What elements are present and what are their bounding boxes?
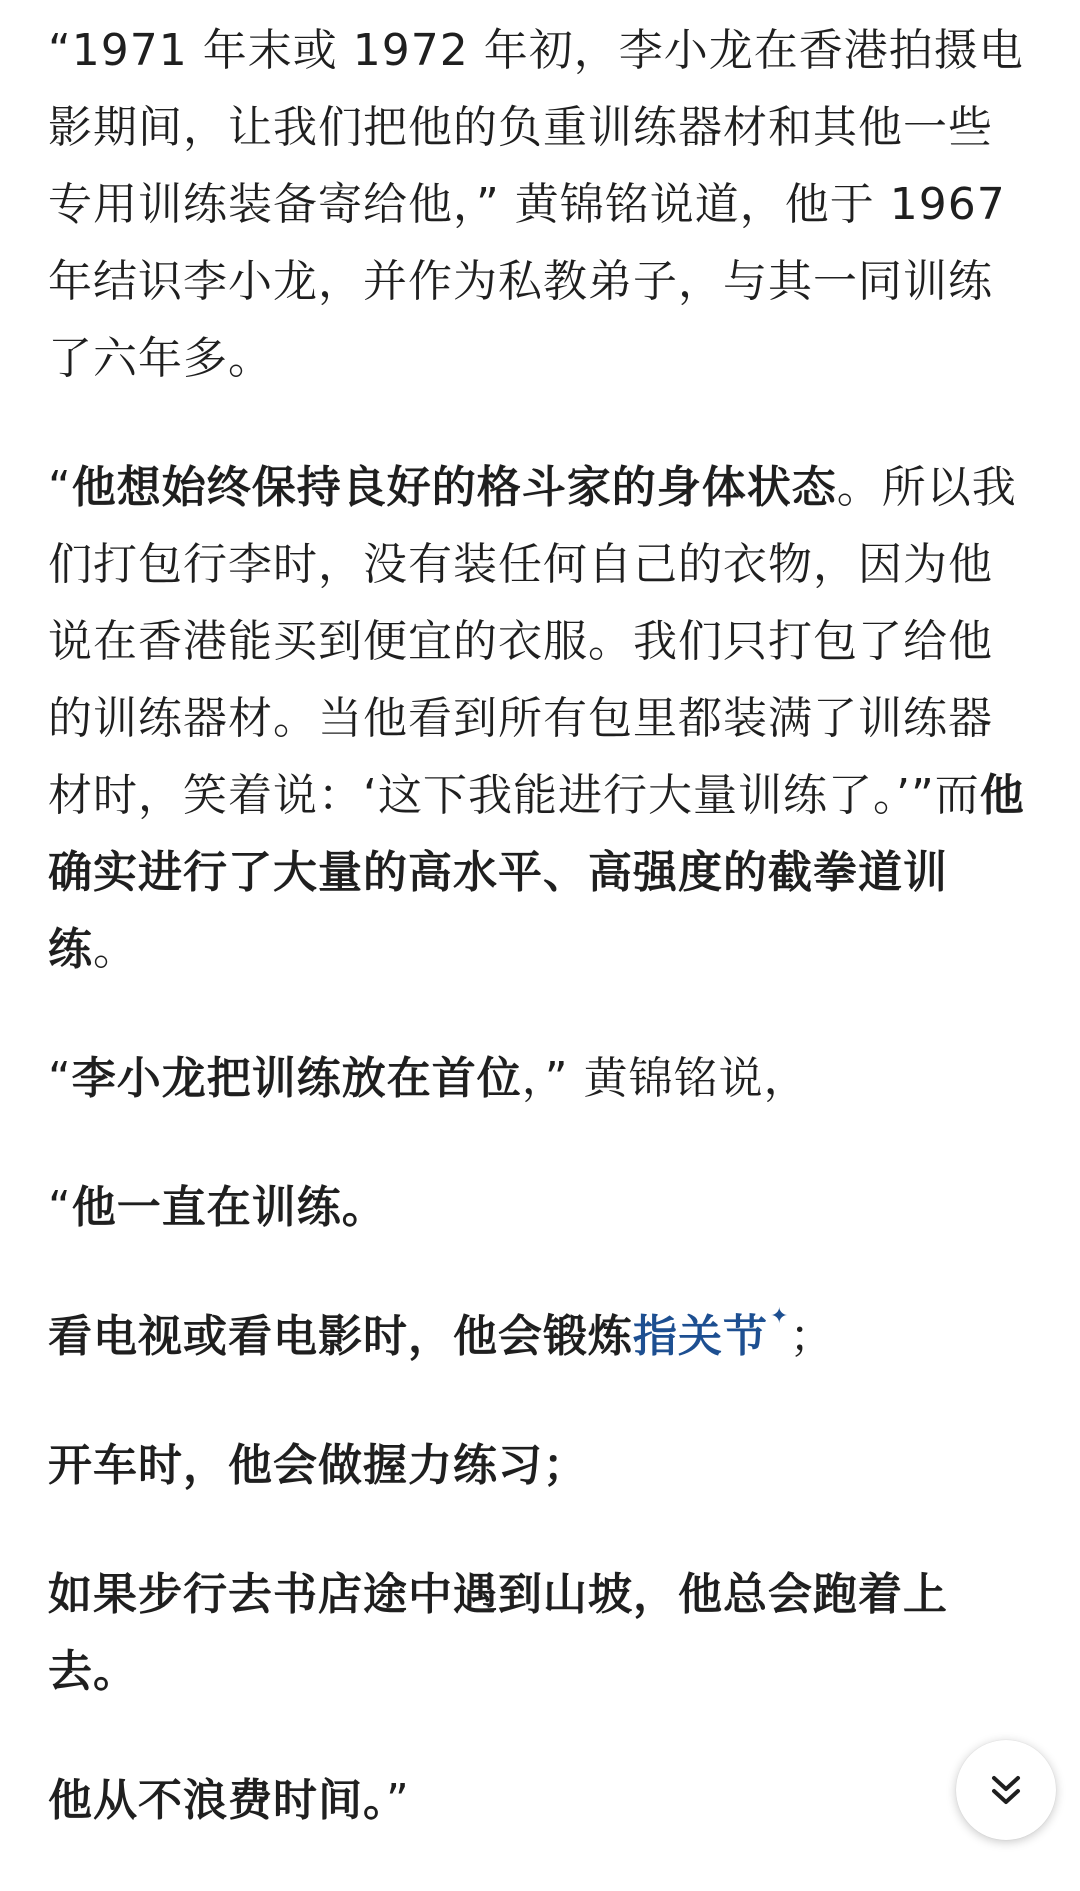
paragraph-8-bold: 他从不浪费时间。 [48, 1775, 386, 1826]
paragraph-2-open-quote: “ [48, 462, 72, 513]
paragraph-8 [48, 1762, 1036, 1839]
paragraph-2 [48, 449, 1036, 988]
paragraph-2-bold-1: 他想始终保持良好的格斗家的身体状态 [71, 462, 837, 513]
scroll-down-button[interactable] [956, 1740, 1056, 1840]
paragraph-8-end: ” [386, 1775, 410, 1826]
paragraph-7 [48, 1556, 1036, 1710]
paragraph-4-open-quote: “ [48, 1182, 72, 1233]
sparkle-icon: ✦ [770, 1304, 790, 1329]
paragraph-2-text-1: 。所以我们打包行李时，没有装任何自己的衣物，因为他说在香港能买到便宜的衣服。我们只打包了给他的训练器材。当他看到所有包里都装满了训练器材时，笑着说：‘这下我能进行大量训练了。’”而 [48, 462, 1017, 821]
paragraph-4-bold: 他一直在训练。 [71, 1182, 387, 1233]
paragraph-2-end: 。 [93, 924, 138, 975]
paragraph-3-open-quote: “ [48, 1053, 72, 1104]
paragraph-5 [48, 1298, 1036, 1375]
paragraph-1 [48, 12, 1036, 397]
paragraph-4 [48, 1169, 1036, 1246]
paragraph-6 [48, 1427, 1036, 1504]
paragraph-1-text: “1971 年末或 1972 年初，李小龙在香港拍摄电影期间，让我们把他的负重训练器材和其他一些专用训练装备寄给他，” 黄锦铭说道，他于 1967 年结识李小龙，并作为私教弟子，与其一同训练了六年多。 [48, 25, 1024, 384]
paragraph-2-bold-2: 他确实进行了大量的高水平、高强度的截拳道训练 [48, 770, 1025, 975]
paragraph-5-bold: 看电视或看电影时，他会锻炼 [48, 1311, 633, 1362]
double-chevron-down-icon [986, 1770, 1026, 1810]
paragraph-6-bold: 开车时，他会做握力练习； [48, 1440, 588, 1491]
paragraph-7-bold: 如果步行去书店途中遇到山坡，他总会跑着上去。 [48, 1569, 948, 1697]
paragraph-3 [48, 1040, 1036, 1117]
paragraph-3-bold: 李小龙把训练放在首位 [71, 1053, 522, 1104]
paragraph-5-end: ； [789, 1311, 835, 1362]
paragraph-3-text: ，” 黄锦铭说， [521, 1053, 809, 1104]
knuckle-link[interactable]: 指关节 [633, 1311, 768, 1362]
